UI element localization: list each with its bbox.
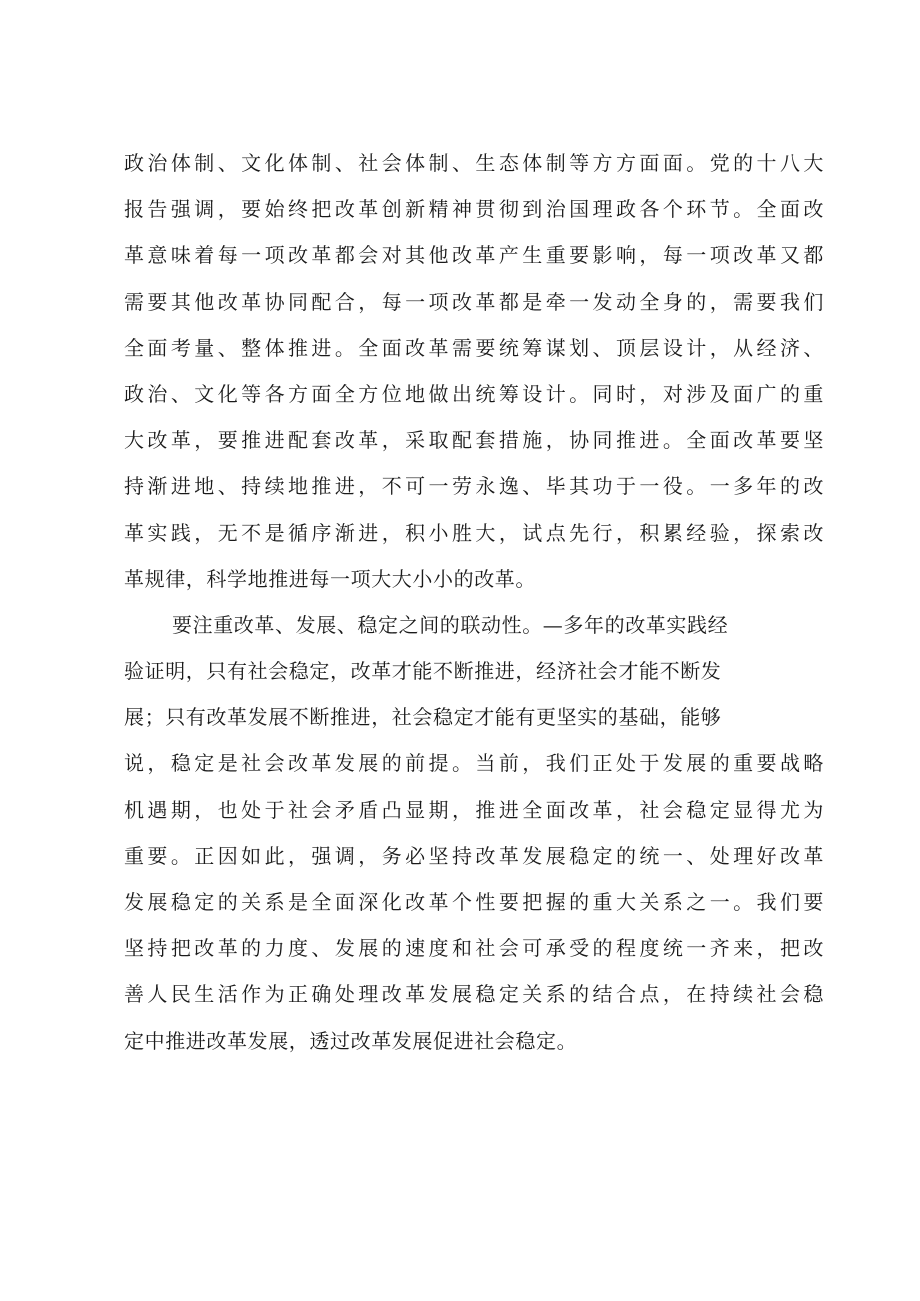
paragraph-2 <box>124 602 824 1064</box>
text-line: 展；只有改革发展不断推进，社会稳定才能有更坚实的基础，能够 <box>124 705 722 730</box>
body-text <box>124 140 824 1064</box>
text-line: 定中推进改革发展，透过改革发展促进社会稳定。 <box>124 1028 578 1053</box>
paragraph-1 <box>124 140 824 602</box>
text-line: 革规律，科学地推进每一项大大小小的改革。 <box>124 566 536 591</box>
text-line: 说，稳定是社会改革发展的前提。当前，我们正处于发展的重要战略 <box>124 751 824 776</box>
text-line: 革实践，无不是循序渐进，积小胜大，试点先行，积累经验，探索改 <box>124 520 824 545</box>
text-line: 政治体制、文化体制、社会体制、生态体制等方方面面。党的十八大 <box>124 151 824 175</box>
text-line: 坚持把改革的力度、发展的速度和社会可承受的程度统一齐来，把改 <box>124 936 824 961</box>
text-line: 发展稳定的关系是全面深化改革个性要把握的重大关系之一。我们要 <box>124 890 824 914</box>
text-line: 革意味着每一项改革都会对其他改革产生重要影响，每一项改革又都 <box>124 243 824 268</box>
text-line: 善人民生活作为正确处理改革发展稳定关系的结合点，在持续社会稳 <box>124 982 824 1007</box>
text-line: 要注重改革、发展、稳定之间的联动性。—多年的改革实践经 <box>172 612 729 637</box>
text-line: 机遇期，也处于社会矛盾凸显期，推进全面改革，社会稳定显得尤为 <box>124 797 824 822</box>
text-line: 验证明，只有社会稳定，改革才能不断推进，经济社会才能不断发 <box>124 659 722 684</box>
text-line: 持渐进地、持续地推进，不可一劳永逸、毕其功于一役。一多年的改 <box>124 474 824 499</box>
text-line: 全面考量、整体推进。全面改革需要统筹谋划、顶层设计，从经济、 <box>124 335 824 360</box>
text-line: 政治、文化等各方面全方位地做出统筹设计。同时，对涉及面广的重 <box>124 381 824 406</box>
text-line: 报告强调，要始终把改革创新精神贯彻到治国理政各个环节。全面改 <box>124 197 824 222</box>
text-line: 重要。正因如此，强调，务必坚持改革发展稳定的统一、处理好改革 <box>124 843 824 868</box>
text-line: 需要其他改革协同配合，每一项改革都是牵一发动全身的，需要我们 <box>124 289 824 314</box>
text-line: 大改革，要推进配套改革，采取配套措施，协同推进。全面改革要坚 <box>124 428 824 453</box>
